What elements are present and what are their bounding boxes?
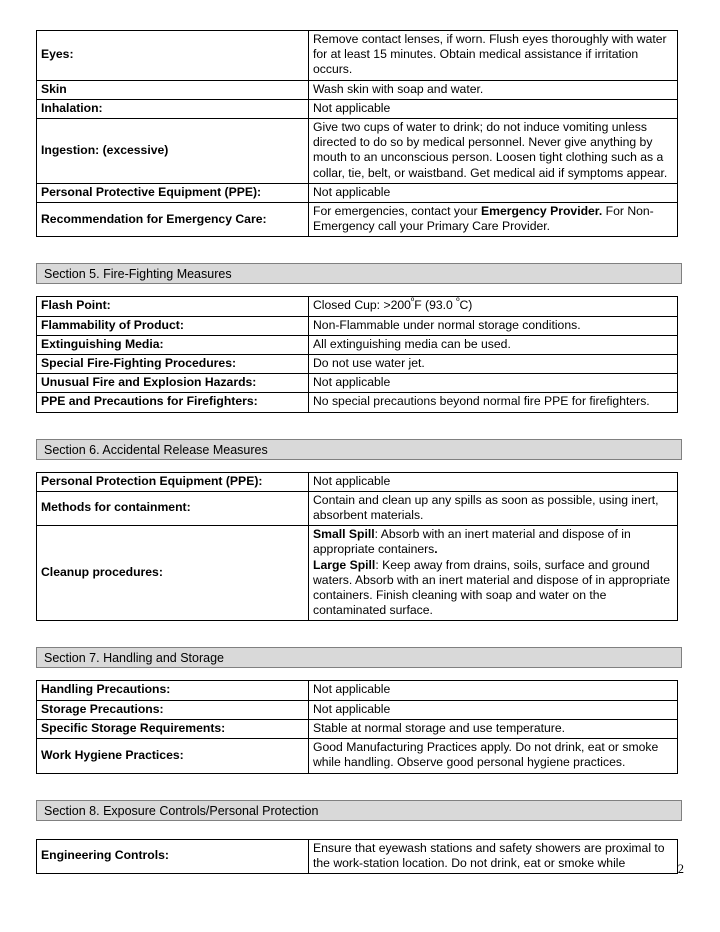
row-value: Do not use water jet. — [309, 355, 678, 374]
section-6-header: Section 6. Accidental Release Measures — [36, 439, 682, 460]
table-row — [37, 719, 678, 738]
spacer — [36, 237, 684, 263]
row-label: Methods for containment: — [37, 491, 309, 525]
table-row — [37, 681, 678, 700]
value-text-tail: For Non-Emergency call your Primary Care Provider. — [313, 204, 654, 234]
table-row — [37, 700, 678, 719]
flash-point-mid: F (93.0 — [414, 298, 457, 313]
table-row — [37, 526, 678, 621]
table-row — [37, 355, 678, 374]
spacer — [36, 774, 684, 800]
spacer — [36, 460, 684, 472]
row-value: Not applicable — [309, 700, 678, 719]
row-label: Specific Storage Requirements: — [37, 719, 309, 738]
flash-point-post: C) — [459, 298, 473, 313]
row-value: Not applicable — [309, 681, 678, 700]
large-spill-text: : Keep away from drains, soils, surface and ground waters. Absorb with an inert material and dispose of in appropriate containers. Finish cleaning with soap and water on the contaminated surface. — [313, 557, 671, 618]
row-value: Not applicable — [309, 99, 678, 118]
row-value: Wash skin with soap and water. — [309, 80, 678, 99]
row-label: Work Hygiene Practices: — [37, 739, 309, 773]
flash-point-pre: Closed Cup: >200 — [313, 298, 411, 313]
row-label: Special Fire-Fighting Procedures: — [37, 355, 309, 374]
small-spill-text: : Absorb with an inert material and dispose of in appropriate containers — [313, 527, 631, 557]
page-number: 2 — [677, 862, 684, 876]
table-row — [37, 297, 678, 316]
table-row — [37, 31, 678, 81]
table-row — [37, 99, 678, 118]
row-label: Skin — [37, 80, 309, 99]
row-value: Stable at normal storage and use temperature. — [309, 719, 678, 738]
table-row — [37, 183, 678, 202]
section-7-header: Section 7. Handling and Storage — [36, 647, 682, 668]
row-value: Good Manufacturing Practices apply. Do not drink, eat or smoke while handling. Observe good personal hygiene practices. — [309, 739, 678, 773]
degree-symbol-c: º — [456, 296, 460, 307]
row-value — [309, 526, 678, 621]
row-value: Non-Flammable under normal storage conditions. — [309, 316, 678, 335]
row-label: Cleanup procedures: — [37, 526, 309, 621]
row-value — [309, 203, 678, 237]
fire-fighting-measures-table — [36, 296, 678, 412]
table-row — [37, 335, 678, 354]
table-row — [37, 472, 678, 491]
table-row — [37, 316, 678, 335]
row-label: PPE and Precautions for Firefighters: — [37, 393, 309, 412]
table-row — [37, 393, 678, 412]
row-label: Extinguishing Media: — [37, 335, 309, 354]
row-label: Handling Precautions: — [37, 681, 309, 700]
row-value: Contain and clean up any spills as soon as possible, using inert, absorbent materials. — [309, 491, 678, 525]
row-label: Storage Precautions: — [37, 700, 309, 719]
row-value — [309, 297, 678, 316]
row-label: Flash Point: — [37, 297, 309, 316]
spacer — [36, 821, 684, 839]
table-row — [37, 119, 678, 184]
small-spill-emphasis: Small Spill — [313, 527, 375, 542]
table-row — [37, 491, 678, 525]
first-aid-measures-table — [36, 30, 678, 237]
spacer — [36, 413, 684, 439]
row-label: Inhalation: — [37, 99, 309, 118]
row-value: Give two cups of water to drink; do not induce vomiting unless directed to do so by medical personnel. Never give anything by mouth to an unconscious person. Loosen tight clothing such as a collar, tie, belt, or waistband. Get medical aid if symptoms appear. — [309, 119, 678, 184]
table-row — [37, 203, 678, 237]
row-value: Ensure that eyewash stations and safety showers are proximal to the work-station location. Do not drink, eat or smoke while — [309, 839, 678, 873]
row-value: Not applicable — [309, 374, 678, 393]
section-8-header: Section 8. Exposure Controls/Personal Protection — [36, 800, 682, 821]
spacer — [36, 284, 684, 296]
row-label: Personal Protective Equipment (PPE): — [37, 183, 309, 202]
emergency-provider-emphasis: Emergency Provider. — [481, 204, 603, 219]
row-value: All extinguishing media can be used. — [309, 335, 678, 354]
row-label: Flammability of Product: — [37, 316, 309, 335]
section-5-header: Section 5. Fire-Fighting Measures — [36, 263, 682, 284]
row-label: Personal Protection Equipment (PPE): — [37, 472, 309, 491]
row-label: Ingestion: (excessive) — [37, 119, 309, 184]
row-label: Engineering Controls: — [37, 839, 309, 873]
page-top-spacer — [36, 0, 684, 30]
row-value: No special precautions beyond normal fire PPE for firefighters. — [309, 393, 678, 412]
row-label: Eyes: — [37, 31, 309, 81]
row-value: Remove contact lenses, if worn. Flush eyes thoroughly with water for at least 15 minutes. Obtain medical assistance if irritation occurs. — [309, 31, 678, 81]
handling-and-storage-table — [36, 680, 678, 773]
degree-symbol-f: º — [410, 296, 415, 307]
table-row — [37, 374, 678, 393]
accidental-release-measures-table — [36, 472, 678, 622]
row-value: Not applicable — [309, 472, 678, 491]
table-row — [37, 839, 678, 873]
row-value: Not applicable — [309, 183, 678, 202]
row-label: Recommendation for Emergency Care: — [37, 203, 309, 237]
small-spill-period: . — [434, 542, 438, 557]
table-row — [37, 739, 678, 773]
exposure-controls-table — [36, 839, 678, 874]
spacer — [36, 668, 684, 680]
row-label: Unusual Fire and Explosion Hazards: — [37, 374, 309, 393]
large-spill-emphasis: Large Spill — [313, 557, 376, 572]
table-row — [37, 80, 678, 99]
value-text-lead: For emergencies, contact your — [313, 204, 481, 219]
spacer — [36, 621, 684, 647]
